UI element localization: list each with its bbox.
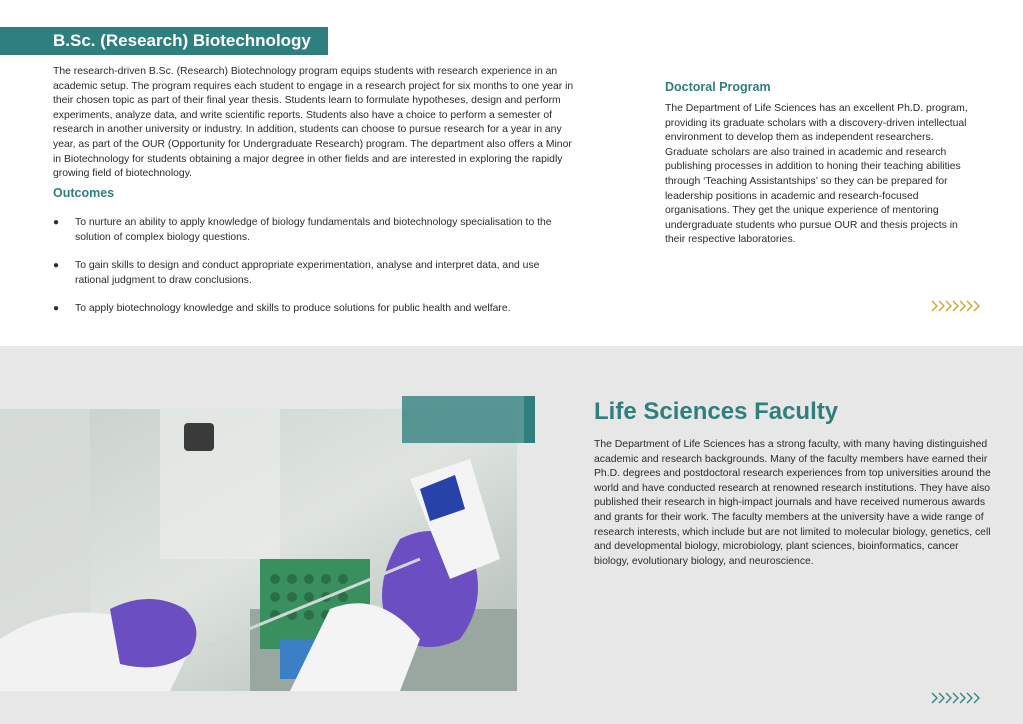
- outcome-text: To gain skills to design and conduct appropriate experimentation, analyse and interpret data, and use rational judgment to draw conclusions.: [75, 260, 540, 286]
- outcomes-heading: Outcomes: [53, 186, 115, 200]
- bullet-icon: ●: [53, 260, 60, 272]
- outcome-text: To apply biotechnology knowledge and skills to produce solutions for public health and welfare.: [75, 303, 511, 315]
- decorative-teal-block: [402, 396, 535, 443]
- outcome-item: [53, 216, 575, 245]
- doctoral-heading: Doctoral Program: [665, 80, 771, 94]
- lab-photo: [0, 409, 517, 691]
- program-title-banner: B.Sc. (Research) Biotechnology: [0, 27, 328, 55]
- bullet-icon: ●: [53, 217, 60, 228]
- outcomes-list: [53, 216, 575, 331]
- chevron-right-icon: [931, 692, 983, 704]
- outcome-item: [53, 259, 575, 288]
- outcome-text: To nurture an ability to apply knowledge of biology fundamentals and biotechnology specialisation to the solution of complex biology questions.: [75, 217, 552, 243]
- bullet-icon: ●: [53, 303, 60, 315]
- doctoral-paragraph: The Department of Life Sciences has an excellent Ph.D. program, providing its graduate scholars with a discovery-driven intellectual environment to develop them as independent researchers. Graduate scholars are also trained in academic and research publishing processes in addition to honing their teaching abilities through ‘Teaching Assistantships’ so they can be prepared for leadership positions in academic and research-focused organisations. They get the unique experience of mentoring undergraduate students who pursue OUR and thesis projects in their respective laboratories.: [665, 103, 968, 246]
- bsc-intro-paragraph: The research-driven B.Sc. (Research) Biotechnology program equips students with research experience in an academic setup. The program requires each student to engage in a research project for six months to one year in their chosen topic as part of their final year thesis. Students learn to formulate hypotheses, design and perform experiments, analyze data, and write scientific reports. Students also have a choice to perform a semester of research in another university or industry. In addition, students can choose to pursue research for a year in any year, as part of the OUR (Opportunity for Undergraduate Research) program. The department also offers a Minor in Biotechnology for students obtaining a major degree in other fields and are interested in exploring the rapidly growing field of biotechnology.: [53, 66, 574, 180]
- outcome-item: [53, 302, 575, 317]
- faculty-title: Life Sciences Faculty: [594, 398, 839, 425]
- faculty-paragraph: The Department of Life Sciences has a strong faculty, with many having distinguished academic and research backgrounds. Many of the faculty members have earned their Ph.D. degrees and postdoctoral research experiences from top universities around the world and have conducted research at renowned research institutions. They have also published their research in high-impact journals and have received numerous awards and grants for their work. The faculty members at the university have a wide range of research interests, which include but are not limited to molecular biology, genetics, cell and developmental biology, microbiology, plant sciences, bioinformatics, cancer biology, evolutionary biology, and neuroscience.: [594, 439, 991, 567]
- decorative-teal-bar: [524, 396, 535, 443]
- chevron-right-icon: [931, 300, 983, 312]
